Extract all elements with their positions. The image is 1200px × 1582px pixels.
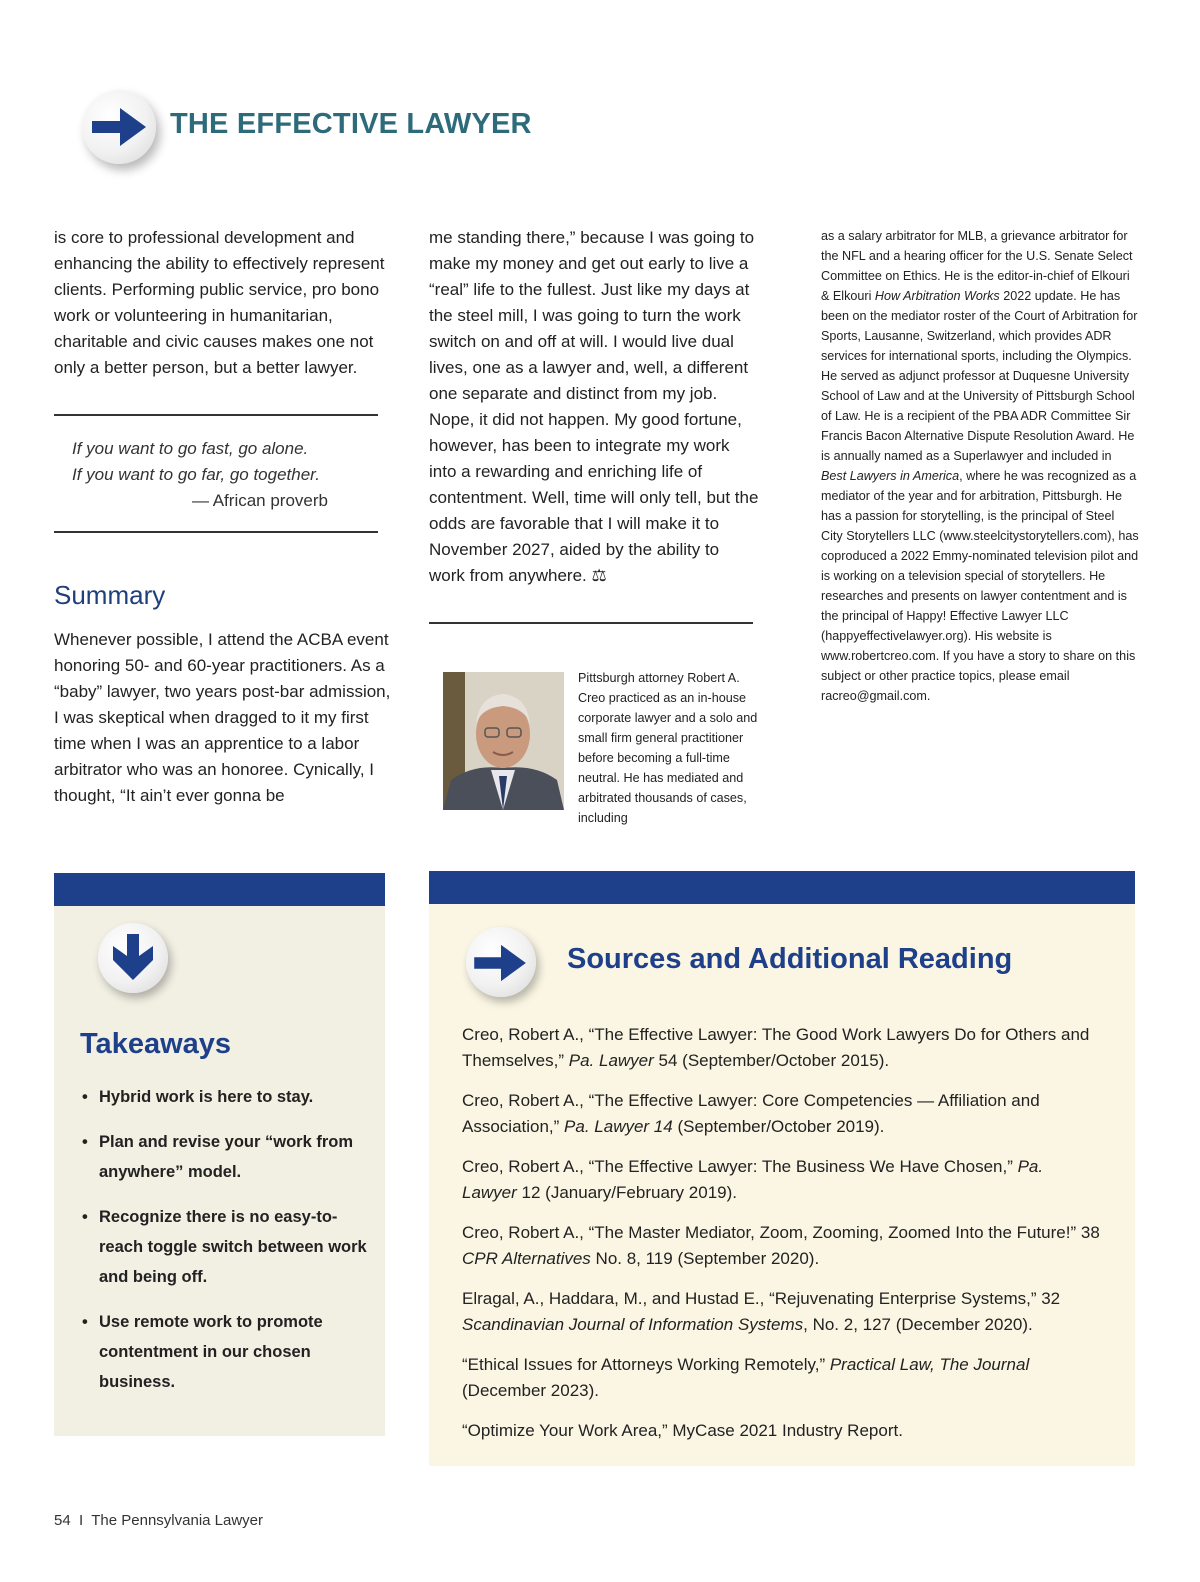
takeaways-list (80, 1082, 370, 1412)
author-photo (443, 672, 564, 810)
takeaways-arrow-badge (98, 923, 168, 993)
column2-paragraph: me standing there,” because I was going to make my money and get out early to live a “real” life to the fullest. Just like my days at the steel mill, I was going to turn the work switch on and off at will. I would live dual lives, one as a lawyer and, well, a different one separate and distinct from my job. Nope, it did not happen. My good fortune, however, has been to integrate my work into a rewarding and enriching life of contentment. Well, time will only tell, but the odds are favorable that I will make it to November 2027, aided by the ability to work from anywhere. ⚖ (429, 228, 759, 585)
column2-divider (429, 622, 753, 624)
takeaways-heading: Takeaways (80, 1028, 232, 1060)
list-item: Creo, Robert A., “The Effective Lawyer: The Good Work Lawyers Do for Others and Themselves,” Pa. Lawyer 54 (September/October 2015). (462, 1025, 1090, 1070)
author-bio-part1: Pittsburgh attorney Robert A. Creo practiced as an in-house corporate lawyer and a solo and small firm general practitioner before becoming a full-time neutral. He has mediated and arbitrated thousands of cases, including (578, 671, 758, 825)
down-arrow-icon (109, 932, 157, 984)
list-item: Creo, Robert A., “The Master Mediator, Zoom, Zooming, Zoomed Into the Future!” 38 CPR Alternatives No. 8, 119 (September 2020). (462, 1223, 1100, 1268)
pull-quote (72, 436, 372, 514)
list-item: “Optimize Your Work Area,” MyCase 2021 Industry Report. (462, 1421, 903, 1440)
sources-arrow-badge (466, 927, 536, 997)
quote-line-1: If you want to go fast, go alone. (72, 439, 309, 458)
list-item: • Hybrid work is here to stay. (80, 1082, 370, 1112)
list-item: • Use remote work to promote contentment in our chosen business. (80, 1307, 370, 1397)
page-footer: 54 I The Pennsylvania Lawyer (54, 1512, 264, 1529)
right-arrow-icon (472, 941, 530, 985)
right-arrow-icon (90, 104, 150, 150)
sources-heading: Sources and Additional Reading (567, 943, 1013, 975)
list-item: • Plan and revise your “work from anywhere” model. (80, 1127, 370, 1187)
sources-header-bar (429, 871, 1135, 904)
list-item: “Ethical Issues for Attorneys Working Remotely,” Practical Law, The Journal (December 2023). (462, 1355, 1030, 1400)
list-item: • Recognize there is no easy-to-reach toggle switch between work and being off. (80, 1202, 370, 1292)
sources-list (462, 1022, 1102, 1458)
quote-bottom-divider (54, 531, 378, 533)
quote-line-2: If you want to go far, go together. (72, 465, 320, 484)
list-item: Elragal, A., Haddara, M., and Hustad E., “Rejuvenating Enterprise Systems,” 32 Scandinavian Journal of Information Systems, No. 2, 127 (December 2020). (462, 1289, 1061, 1334)
summary-heading: Summary (54, 580, 166, 610)
quote-top-divider (54, 414, 378, 416)
list-item: Creo, Robert A., “The Effective Lawyer: The Business We Have Chosen,” Pa. Lawyer 12 (January/February 2019). (462, 1157, 1044, 1202)
header-arrow-badge (82, 90, 156, 164)
takeaways-header-bar (54, 873, 385, 906)
page-section-title: THE EFFECTIVE LAWYER (170, 108, 532, 140)
quote-attribution: — African proverb (191, 491, 328, 510)
author-bio-part2: as a salary arbitrator for MLB, a grievance arbitrator for the NFL and a hearing officer for the U.S. Senate Select Committee on Ethics. He is the editor-in-chief of Elkouri & Elkouri How Arbitration Works 2022 update. He has been on the mediator roster of the Court of Arbitration for Sports, Lausanne, Switzerland, which provides ADR services for international sports, including the Olympics. He served as adjunct professor at Duquesne University School of Law and at the University of Pittsburgh School of Law. He is a recipient of the PBA ADR Committee Sir Francis Bacon Alternative Dispute Resolution Award. He is annually named as a Superlawyer and included in Best Lawyers in America, where he was recognized as a mediator of the year and for arbitration, Pittsburgh. He has a passion for storytelling, is the principal of Steel City Storytellers LLC (www.steelcitystorytellers.com), has coproduced a 2022 Emmy-nominated television pilot and is working on a television special of storytellers. He researches and presents on lawyer contentment and is the principal of Happy! Effective Lawyer LLC (happyeffectivelawyer.org). His website is www.robertcreo.com. If you have a story to share on this subject or other practice topics, please email racreo@gmail.com. (821, 229, 1139, 703)
list-item: Creo, Robert A., “The Effective Lawyer: Core Competencies — Affiliation and Association,” Pa. Lawyer 14 (September/October 2019). (462, 1091, 1040, 1136)
summary-paragraph: Whenever possible, I attend the ACBA event honoring 50- and 60-year practitioners. As a “baby” lawyer, two years post-bar admission, I was skeptical when dragged to it my first time when I was an apprentice to a labor arbitrator who was an honoree. Cynically, I thought, “It ain’t ever gonna be (54, 630, 391, 805)
column1-intro-paragraph: is core to professional development and enhancing the ability to effectively represent clients. Performing public service, pro bono work or volunteering in humanitarian, charitable and civic causes makes one not only a better person, but a better lawyer. (54, 228, 385, 377)
